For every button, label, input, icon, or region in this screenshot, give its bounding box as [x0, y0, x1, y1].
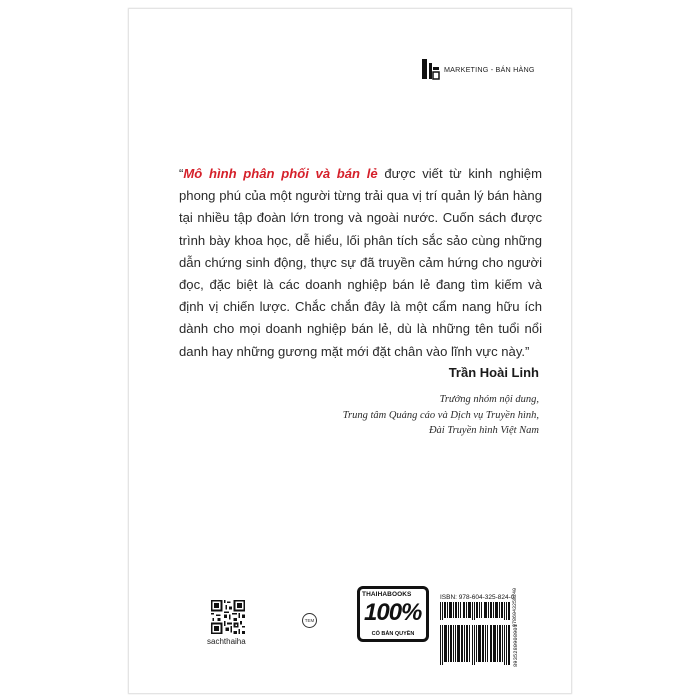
- stamp-circle: TEM: [302, 613, 317, 628]
- book-title: Mô hình phân phối và bán lẻ: [183, 166, 378, 181]
- badge-text: CÓ BẢN QUYỀN: [371, 631, 415, 637]
- author-role: [343, 392, 539, 439]
- ean-barcode-digits: 8935280908901: [512, 624, 519, 667]
- author-role-line: Đài Truyền hình Việt Nam: [428, 425, 539, 436]
- endorsement-quote: [179, 163, 542, 363]
- author-role-line: Trưởng nhóm nội dung,: [439, 394, 539, 405]
- qr-label: sachthaiha: [207, 637, 246, 646]
- quote-body: được viết từ kinh nghiệm phong phú của một người từng trải qua vị trí quản lý bán hàng tại nhiều tập đoàn lớn trong và ngoài nước. Cuốn sách được trình bày khoa học, dễ hiểu, lối phân tích sắc sảo cùng những dẫn chứng sinh động, thực sự đã truyền cảm hứng cho người đọc, đặc biệt là các doanh nghiệp bán lẻ đang tìm kiếm và định vị chiến lược. Chắc chắn đây là một cẩm nang hữu ích dành cho mọi doanh nghiệp bán lẻ, dù là những tên tuổi nổi danh hay những gương mặt mới đặt chân vào lĩnh vực này.”: [179, 166, 542, 359]
- isbn-number: ISBN: 978-604-325-824-0: [440, 594, 515, 601]
- ean-barcode-icon: [440, 625, 510, 665]
- qr-code-icon: [211, 600, 245, 634]
- badge-brand: THAIHABOOKS: [362, 591, 412, 598]
- quote-open-mark: “: [179, 166, 184, 181]
- author-role-line: Trung tâm Quảng cáo và Dịch vụ Truyền hình,: [342, 409, 539, 421]
- category-label: MARKETING - BÁN HÀNG: [444, 65, 535, 74]
- publisher-logo-icon: [421, 57, 441, 81]
- copyright-badge: [357, 586, 429, 642]
- isbn-barcode-digits: 9786043258240: [512, 587, 518, 627]
- book-back-cover: [128, 8, 572, 694]
- isbn-barcode-icon: [440, 602, 510, 620]
- badge-percent: 100%: [364, 599, 422, 626]
- author-name: Trần Hoài Linh: [448, 365, 539, 380]
